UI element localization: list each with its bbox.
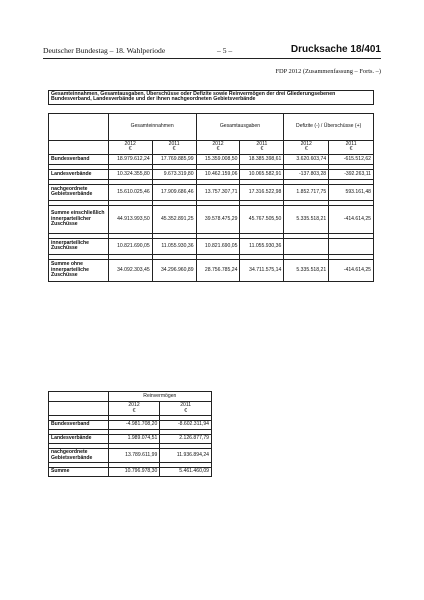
cell: 9.673.319,80 — [152, 169, 196, 179]
cell: 17.316.522,98 — [240, 184, 284, 200]
year-label: 2012 — [300, 141, 312, 148]
table-row — [49, 259, 374, 281]
cell: 18.979.612,24 — [108, 154, 152, 164]
cell: 10.821.690,05 — [108, 238, 152, 254]
table-row — [49, 154, 374, 164]
doc-number: 401 — [364, 44, 381, 55]
cell: -414.614,25 — [329, 259, 374, 281]
cell: -137.803,28 — [284, 169, 329, 179]
cell: 11.055.930,36 — [240, 238, 284, 254]
group-header: Gesamteinnahmen — [108, 113, 196, 140]
currency-label: € — [349, 146, 353, 153]
net-assets-table — [48, 391, 212, 477]
header-rule — [43, 58, 381, 59]
table-row — [49, 205, 374, 233]
row-label: nachgeordnete Gebietsverbände — [49, 449, 109, 463]
cell: 34.711.575,14 — [240, 259, 284, 281]
cell: 10.324.355,80 — [108, 169, 152, 179]
group-header: Gesamtausgaben — [196, 113, 284, 140]
cell: 593.161,48 — [329, 184, 374, 200]
cell: 45.352.891,25 — [152, 205, 196, 233]
table-row — [49, 169, 374, 179]
cell: 18.385.398,61 — [240, 154, 284, 164]
cell: 34.092.303,45 — [108, 259, 152, 281]
year-label: 2011 — [345, 141, 357, 148]
group-header: Reinvermögen — [108, 392, 211, 402]
corner-cell — [49, 113, 109, 140]
cell: 1.852.717,75 — [284, 184, 329, 200]
doc-reference — [291, 44, 381, 55]
cell: -4.981.708,20 — [108, 421, 160, 430]
cell: 10.821.690,05 — [196, 238, 240, 254]
row-label: Landesverbände — [49, 435, 109, 444]
year-label: 2012 — [128, 402, 140, 409]
cell: 5.335.518,21 — [284, 205, 329, 233]
cell: 28.756.785,24 — [196, 259, 240, 281]
cell: 5.335.518,21 — [284, 259, 329, 281]
corner-cell — [49, 392, 109, 402]
table-row — [49, 184, 374, 200]
year-label: 2012 — [212, 141, 224, 148]
table-row — [49, 238, 374, 254]
cell: -414.614,25 — [329, 205, 374, 233]
currency-label: € — [184, 407, 188, 414]
header-left: Deutscher Bundestag – 18. Wahlperiode — [43, 46, 166, 55]
cell: 17.909.686,46 — [152, 184, 196, 200]
table-caption: Gesamteinnahmen, Gesamtausgaben, Überschüsse oder Defizite sowie Reinvermögen der drei Gliederungsebenen Bundesverband, Landesverbände und der ihnen nachgeordneten Gebietsverbände — [49, 91, 374, 105]
cell: -392.263,11 — [329, 169, 374, 179]
currency-label: € — [304, 146, 308, 153]
cell: -615.512,62 — [329, 154, 374, 164]
row-label: Bundesverband — [49, 154, 109, 164]
cell: 11.055.930,36 — [152, 238, 196, 254]
cell — [284, 238, 329, 254]
cell: 15.610.025,46 — [108, 184, 152, 200]
row-label: Landesverbände — [49, 169, 109, 179]
cell: -8.602.311,94 — [160, 421, 212, 430]
cell: 10.065.582,91 — [240, 169, 284, 179]
currency-label: € — [172, 146, 176, 153]
cell: 17.769.885,99 — [152, 154, 196, 164]
cell: 13.757.307,71 — [196, 184, 240, 200]
table-row — [49, 435, 212, 444]
page-header — [43, 44, 381, 58]
year-label: 2011 — [168, 141, 180, 148]
cell: 39.578.475,29 — [196, 205, 240, 233]
page-number: – 5 – — [217, 46, 233, 55]
summary-table — [48, 90, 374, 282]
cell: 11.936.894,24 — [160, 449, 212, 463]
cell: 34.296.960,89 — [152, 259, 196, 281]
currency-label: € — [260, 146, 264, 153]
cell: 13.789.611,99 — [108, 449, 160, 463]
cell: 10.796.978,30 — [108, 468, 160, 477]
currency-label: € — [128, 146, 132, 153]
row-label: nachgeordnete Gebietsverbände — [49, 184, 109, 200]
year-label: 2012 — [124, 141, 136, 148]
row-label: innerparteiliche Zuschüsse — [49, 238, 109, 254]
cell: 45.767.505,50 — [240, 205, 284, 233]
cell: 3.620.603,74 — [284, 154, 329, 164]
cell: 1.989.074,51 — [108, 435, 160, 444]
subheader: FDP 2012 (Zusammenfassung – Forts. –) — [275, 68, 381, 75]
row-label: Summe — [49, 468, 109, 477]
currency-label: € — [216, 146, 220, 153]
table-row — [49, 421, 212, 430]
row-label: Summe ohne innerparteiliche Zuschüsse — [49, 259, 109, 281]
cell — [329, 238, 374, 254]
cell: 2.126.877,79 — [160, 435, 212, 444]
table-row — [49, 449, 212, 463]
cell: 15.359.008,50 — [196, 154, 240, 164]
row-label: Summe einschließlich innerparteilicher Zuschüsse — [49, 205, 109, 233]
group-header: Defizite (-) / Überschüsse (+) — [284, 113, 374, 140]
year-label: 2011 — [256, 141, 268, 148]
cell: 10.462.159,06 — [196, 169, 240, 179]
cell: 5.461.460,09 — [160, 468, 212, 477]
row-label: Bundesverband — [49, 421, 109, 430]
cell: 44.913.993,50 — [108, 205, 152, 233]
table-row — [49, 468, 212, 477]
currency-label: € — [132, 407, 136, 414]
doc-label: Drucksache 18/ — [290, 44, 365, 55]
year-label: 2011 — [180, 402, 192, 409]
